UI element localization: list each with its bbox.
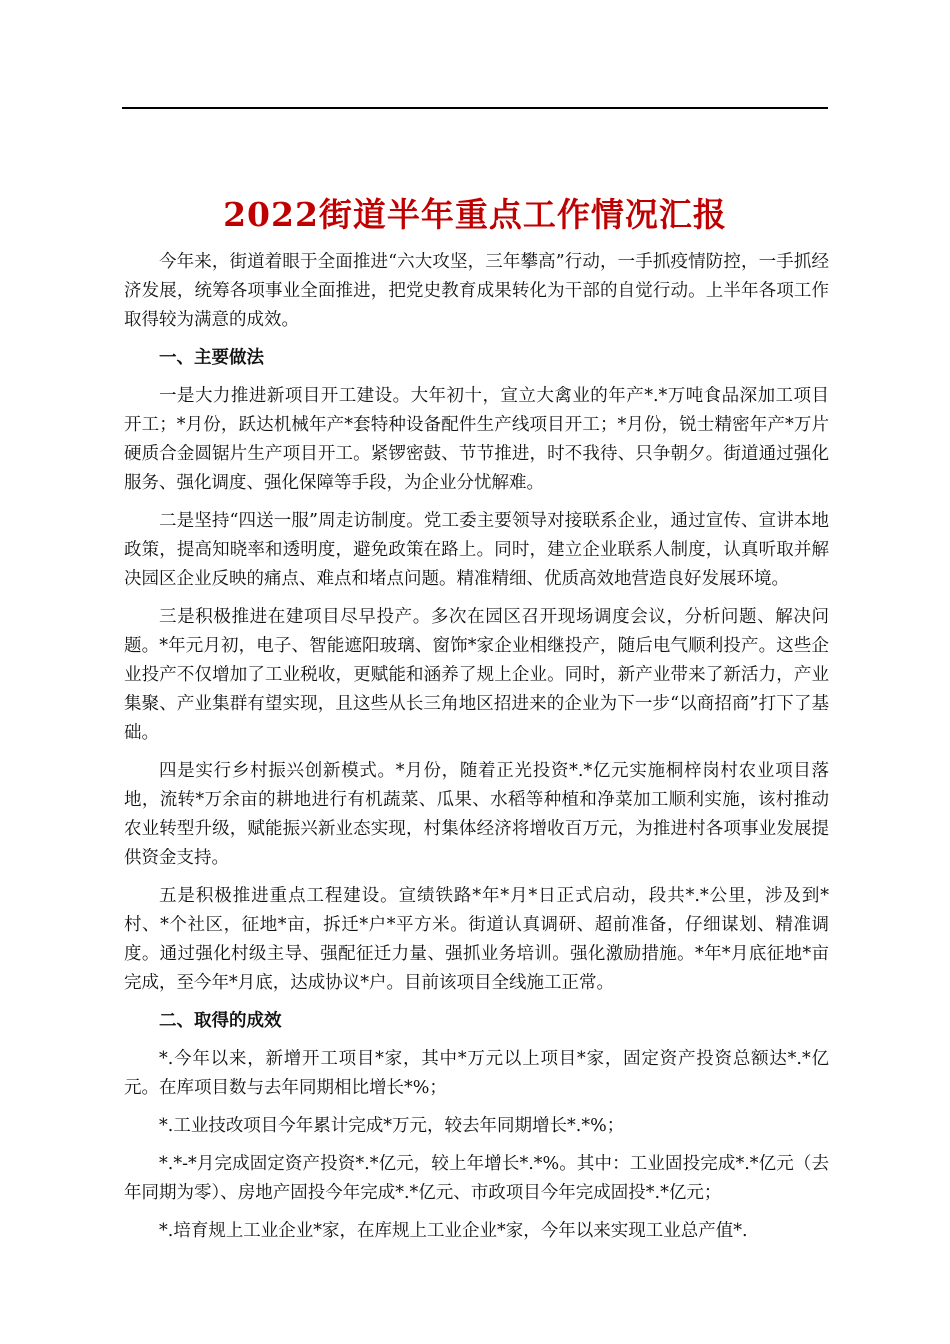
intro-paragraph: 今年来，街道着眼于全面推进“六大攻坚，三年攀高”行动，一手抓疫情防控，一手抓经济发展，统筹各项事业全面推进，把党史教育成果转化为干部的自觉行动。上半年各项工作取得较为满意的成效。 — [124, 252, 829, 330]
result-item: *.工业技改项目今年累计完成*万元，较去年同期增长*.*%； — [159, 1116, 625, 1136]
result-item: *.培育规上工业企业*家，在库规上工业企业*家，今年以来实现工业总产值*. — [159, 1221, 748, 1241]
section-heading-main-practices: 一、主要做法 — [159, 348, 264, 368]
result-item: *.今年以来，新增开工项目*家，其中*万元以上项目*家，固定资产投资总额达*.*亿元。在库项目数与去年同期相比增长*%； — [124, 1049, 829, 1098]
body-paragraph: 三是积极推进在建项目尽早投产。多次在园区召开现场调度会议，分析问题、解决问题。*年元月初，电子、智能遮阳玻璃、窗饰*家企业相继投产，随后电气顺利投产。这些企业投产不仅增加了工业税收，更赋能和涵养了规上企业。同时，新产业带来了新活力，产业集聚、产业集群有望实现，且这些从长三角地区招进来的企业为下一步“以商招商”打下了基础。 — [124, 607, 829, 743]
body-paragraph: 二是坚持“四送一服”周走访制度。党工委主要领导对接联系企业，通过宣传、宣讲本地政策，提高知晓率和透明度，避免政策在路上。同时，建立企业联系人制度，认真听取并解决园区企业反映的痛点、难点和堵点问题。精准精细、优质高效地营造良好发展环境。 — [124, 511, 829, 589]
header-rule — [122, 107, 828, 109]
document-title: 2022街道半年重点工作情况汇报 — [223, 195, 727, 234]
result-item: *.*-*月完成固定资产投资*.*亿元，较上年增长*.*%。其中：工业固投完成*.*亿元（去年同期为零）、房地产固投今年完成*.*亿元、市政项目今年完成固投*.*亿元； — [124, 1154, 829, 1203]
body-paragraph: 一是大力推进新项目开工建设。大年初十，宣立大禽业的年产*.*万吨食品深加工项目开工；*月份，跃达机械年产*套特种设备配件生产线项目开工；*月份，锐士精密年产*万片硬质合金圆锯片生产项目开工。紧锣密鼓、节节推进，时不我待、只争朝夕。街道通过强化服务、强化调度、强化保障等手段，为企业分忧解难。 — [124, 386, 829, 493]
document-body — [124, 248, 829, 1255]
section-heading-results: 二、取得的成效 — [159, 1011, 282, 1031]
body-paragraph: 四是实行乡村振兴创新模式。*月份，随着正光投资*.*亿元实施桐梓岗村农业项目落地，流转*万余亩的耕地进行有机蔬菜、瓜果、水稻等种植和净菜加工顺利实施，该村推动农业转型升级，赋能振兴新业态实现，村集体经济将增收百万元，为推进村各项事业发展提供资金支持。 — [124, 761, 829, 868]
body-paragraph: 五是积极推进重点工程建设。宣绩铁路*年*月*日正式启动，段共*.*公里，涉及到*村、*个社区，征地*亩，拆迁*户*平方米。街道认真调研、超前准备，仔细谋划、精准调度。通过强化村级主导、强配征迁力量、强抓业务培训。强化激励措施。*年*月底征地*亩完成，至今年*月底，达成协议*户。目前该项目全线施工正常。 — [124, 886, 829, 993]
